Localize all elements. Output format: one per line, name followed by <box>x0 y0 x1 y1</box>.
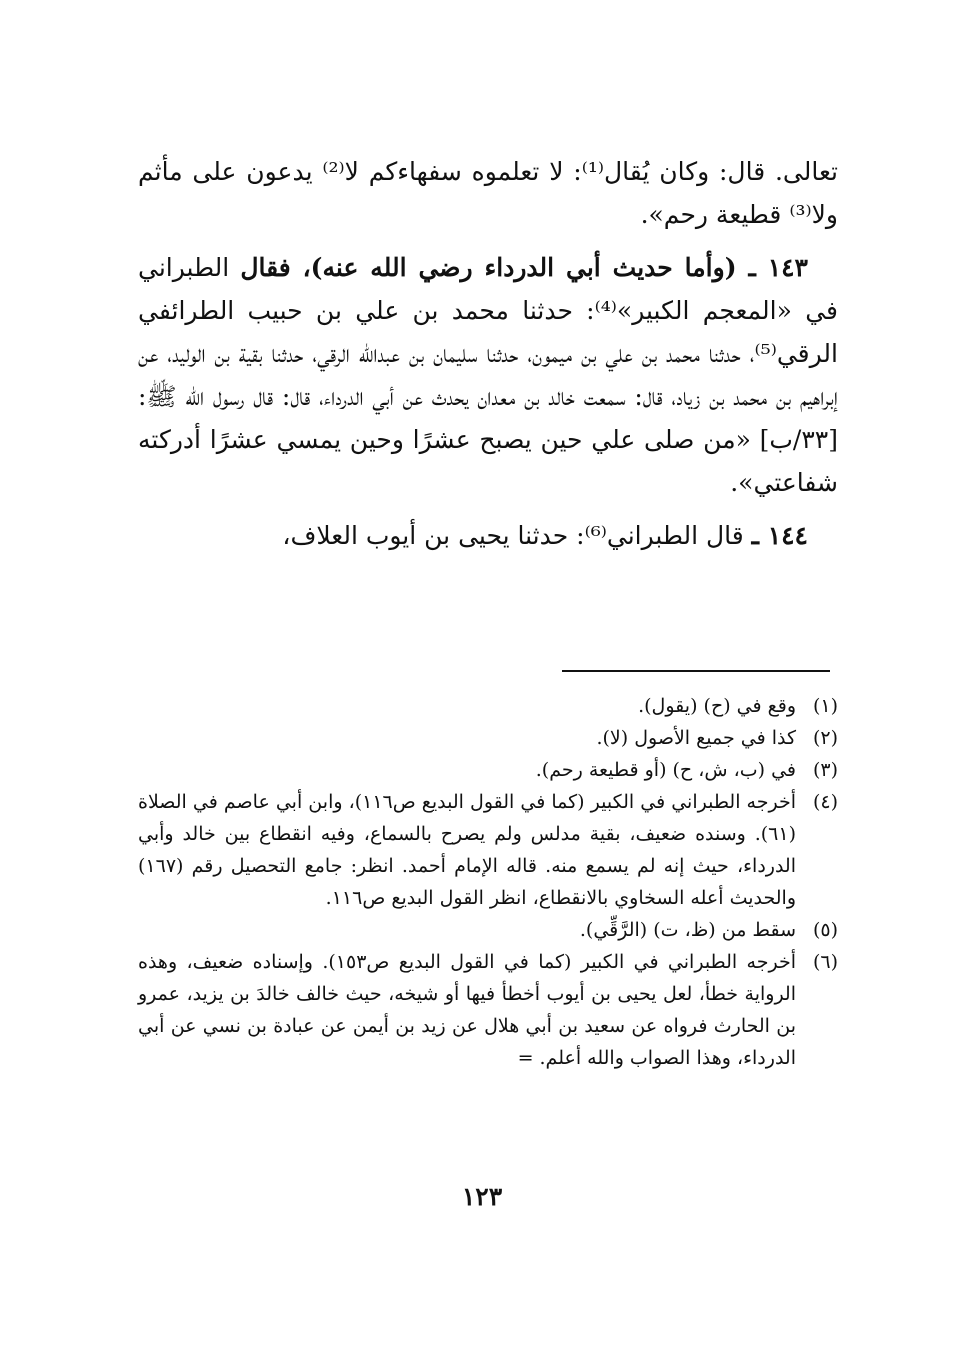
footnote-text: سقط من (ظ، ت) (الرَّقِّي). <box>579 919 796 941</box>
footnote-5 <box>138 914 838 946</box>
main-text <box>138 150 838 567</box>
footnote-6 <box>138 946 838 1074</box>
footnote-separator <box>562 670 830 672</box>
footnote-number: (٢) <box>812 727 838 749</box>
page-number: ١٢٣ <box>461 1182 503 1211</box>
paragraph-144-text: قال الطبراني⁽⁶⁾: حدثنا يحيى بن أيوب العلاف، <box>282 521 752 550</box>
footnote-3 <box>138 754 838 786</box>
paragraph-144 <box>138 514 838 557</box>
footnote-1 <box>138 690 838 722</box>
hadith-144-heading: ١٤٤ ـ <box>751 521 808 550</box>
footnote-number: (١) <box>812 695 838 717</box>
footnote-number: (٣) <box>812 759 838 781</box>
paragraph-143 <box>138 246 838 504</box>
paragraph-1-text: تعالى. قال: وكان يُقال⁽¹⁾: لا تعلموه سفهاءكم لا⁽²⁾ يدعون على مأثم ولا⁽³⁾ قطيعة رحم». <box>138 157 839 229</box>
footnote-number: (٤) <box>812 791 838 813</box>
hadith-143-heading: ١٤٣ ـ (وأما حديث أبي الدرداء رضي الله عنه)، فقال <box>240 253 808 282</box>
footnote-4 <box>138 786 838 914</box>
footnote-text: أخرجه الطبراني في الكبير (كما في القول البديع ص١١٦)، وابن أبي عاصم في الصلاة (٦١). وسنده ضعيف، بقية مدلس ولم يصرح بالسماع، وفيه انقطاع بين خالد وأبي الدرداء، حيث إنه لم يسمع منه. قاله الإمام أحمد. انظر: جامع التحصيل رقم (١٦٧) والحديث أعله السخاوي بالانقطاع، انظر القول البديع ص١١٦. <box>138 791 796 909</box>
footnote-text: كذا في جميع الأصول (لا). <box>596 727 796 749</box>
footnote-text: وقع في (ح) (يقول). <box>638 695 796 717</box>
footnote-2 <box>138 722 838 754</box>
footnotes <box>138 690 838 1074</box>
footnote-text: في (ب، ش، ح) (أو قطيعة رحم). <box>535 759 796 781</box>
paragraph-1 <box>138 150 838 236</box>
paragraph-143-text: الطبراني في «المعجم الكبير»⁽⁴⁾: حدثنا محمد بن علي بن حبيب الطرائفي الرقي⁽⁵⁾، حدثنا محمد بن علي بن ميمون، حدثنا سليمان بن عبدالله الرقي، حدثنا بقية بن الوليد، عن إبراهيم بن محمد بن زياد، قال: سمعت خالد بن معدان يحدث عن أبي الدرداء، قال: قال رسول الله ﷺ: [٣٣/ب] «من صلى علي حين يصبح عشرًا وحين يمسي عشرًا أدركته شفاعتي». <box>138 253 838 497</box>
footnote-text: أخرجه الطبراني في الكبير (كما في القول البديع ص١٥٣). وإسناده ضعيف، وهذه الرواية خطأ، لعل يحيى بن أيوب أخطأ فيها أو شيخه، حيث خالف خالدَ بن يزيد، عمرو بن الحارث فرواه عن سعيد بن أبي هلال عن زيد بن أيمن عن عبادة بن نسي عن أبي الدرداء، وهذا الصواب والله أعلم. = <box>138 951 796 1069</box>
footnote-number: (٦) <box>812 951 838 973</box>
footnote-number: (٥) <box>812 919 838 941</box>
